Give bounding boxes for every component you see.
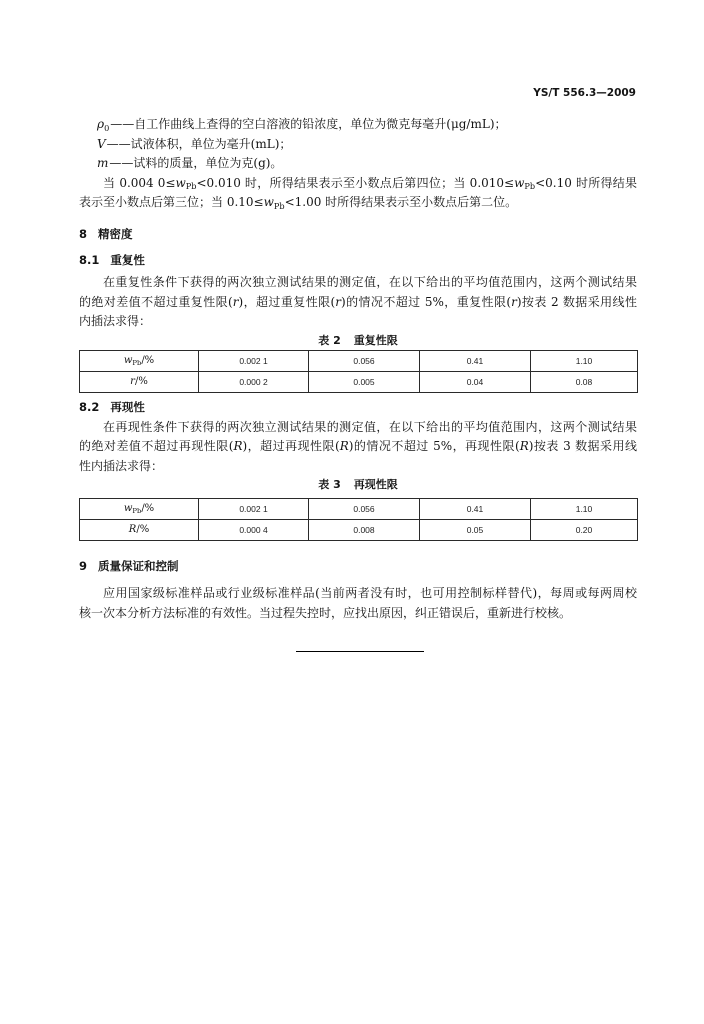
unit: /% bbox=[134, 375, 148, 387]
symbol-rho-subscript: 0 bbox=[104, 122, 110, 133]
symbol-w: w bbox=[514, 175, 525, 190]
symbol-capital-r: R bbox=[339, 439, 349, 454]
table-cell: 0.41 bbox=[420, 498, 531, 519]
symbol-rho: ρ bbox=[97, 117, 105, 131]
paragraph-line-2: 核一次本分析方法标准的有效性。当过程失控时，应找出原因，纠正错误后，重新进行校核。 bbox=[79, 605, 572, 620]
text-segment: <0.010 时，所得结果表示至小数点后第四位；当 0.010≤ bbox=[196, 175, 515, 190]
definition-blank-lead-concentration bbox=[79, 115, 637, 135]
unit: /% bbox=[141, 502, 155, 514]
table-title: 重复性限 bbox=[353, 333, 398, 347]
text-segment: <1.00 时所得结果表示至小数点后第二位。 bbox=[284, 195, 518, 210]
symbol-capital-r: R bbox=[233, 439, 243, 454]
subscript-pb: Pb bbox=[132, 506, 142, 515]
symbol-w: w bbox=[263, 195, 274, 210]
text-segment: )，超过重复性限( bbox=[238, 294, 336, 309]
paragraph-line-1: 在重复性条件下获得的两次独立测试结果的测定值，在以下给出的平均值范围内，这两个测试结果 bbox=[103, 275, 637, 290]
table-number: 表 3 bbox=[318, 478, 341, 492]
row-label-reproducibility-limit bbox=[80, 519, 199, 540]
section-8-2-heading bbox=[79, 398, 637, 418]
definition-text: 试料的质量，单位为克(g)。 bbox=[133, 156, 283, 171]
symbol-capital-r: R bbox=[519, 439, 529, 454]
section-number: 8.2 bbox=[79, 399, 100, 414]
row-label-repeatability-limit bbox=[80, 371, 199, 392]
table-cell: 0.08 bbox=[531, 371, 638, 392]
table-2-caption bbox=[79, 332, 637, 350]
symbol-w: w bbox=[175, 175, 186, 190]
symbol-definitions bbox=[79, 115, 637, 174]
subscript-pb: Pb bbox=[132, 359, 142, 368]
text-segment: 表示至小数点后第三位；当 0.10≤ bbox=[79, 195, 264, 210]
symbol-r: r bbox=[232, 294, 239, 309]
section-number: 8.1 bbox=[79, 253, 100, 268]
text-segment: 的绝对差值不超过重复性限( bbox=[79, 294, 233, 309]
end-of-document-rule bbox=[296, 651, 424, 652]
table-number: 表 2 bbox=[318, 333, 341, 347]
section-title: 精密度 bbox=[98, 226, 133, 241]
symbol-w: w bbox=[123, 502, 133, 514]
definition-dash: —— bbox=[109, 156, 134, 171]
table-cell: 0.000 2 bbox=[199, 371, 309, 392]
text-segment: 当 0.004 0≤ bbox=[103, 175, 176, 190]
symbol-r: r bbox=[335, 294, 341, 309]
definition-dash: —— bbox=[110, 117, 135, 131]
text-segment: )按表 3 数据采用线 bbox=[528, 439, 637, 454]
text-segment: )，超过再现性限( bbox=[242, 439, 340, 454]
text-segment: <0.10 时所得结果 bbox=[535, 175, 637, 190]
table-row bbox=[80, 498, 638, 519]
rounding-rule-line-2 bbox=[79, 193, 637, 213]
text-segment: )按表 2 数据采用线性 bbox=[516, 294, 637, 309]
table-cell: 0.056 bbox=[309, 350, 420, 371]
table-title: 再现性限 bbox=[353, 478, 398, 492]
subscript-pb: Pb bbox=[524, 181, 536, 192]
text-segment: )的情况不超过 5%，再现性限( bbox=[348, 439, 520, 454]
section-8-1-heading bbox=[79, 251, 637, 271]
table-cell: 0.008 bbox=[309, 519, 420, 540]
section-number: 8 bbox=[79, 226, 88, 241]
paragraph-line-2 bbox=[79, 437, 637, 457]
table-cell: 0.002 1 bbox=[199, 498, 309, 519]
table-row bbox=[80, 519, 638, 540]
document-body bbox=[79, 115, 637, 623]
table-cell: 0.41 bbox=[420, 350, 531, 371]
paragraph-line-3: 内插法求得： bbox=[79, 314, 152, 329]
table-cell: 0.056 bbox=[309, 498, 420, 519]
table-cell: 0.20 bbox=[531, 519, 638, 540]
section-9-paragraph bbox=[79, 584, 637, 623]
symbol-r: r bbox=[130, 375, 135, 387]
document-number: YS/T 556.3—2009 bbox=[533, 87, 636, 99]
text-segment: 的绝对差值不超过再现性限( bbox=[79, 439, 234, 454]
table-cell: 1.10 bbox=[531, 350, 638, 371]
row-label-lead-mass-fraction bbox=[80, 498, 199, 519]
section-title: 质量保证和控制 bbox=[98, 558, 179, 573]
table-row bbox=[80, 350, 638, 371]
table-3-caption bbox=[79, 476, 637, 494]
table-row bbox=[80, 371, 638, 392]
definition-text: 试液体积，单位为毫升(mL)； bbox=[130, 136, 292, 151]
paragraph-line-3: 性内插法求得： bbox=[79, 458, 164, 473]
symbol-capital-r: R bbox=[128, 523, 137, 535]
symbol-r: r bbox=[511, 294, 517, 309]
section-number: 9 bbox=[79, 558, 88, 573]
symbol-w: w bbox=[123, 354, 133, 366]
paragraph-line-1: 应用国家级标准样品或行业级标准样品(当前两者没有时，也可用控制标样替代)，每周或每两周校 bbox=[103, 585, 637, 600]
subscript-pb: Pb bbox=[185, 181, 197, 192]
subscript-pb: Pb bbox=[273, 200, 285, 211]
definition-sample-mass bbox=[79, 154, 637, 174]
table-cell: 1.10 bbox=[531, 498, 638, 519]
table-cell: 0.05 bbox=[420, 519, 531, 540]
paragraph-line-1: 在再现性条件下获得的两次独立测试结果的测定值，在以下给出的平均值范围内，这两个测试结果 bbox=[103, 419, 637, 434]
paragraph-line-2 bbox=[79, 293, 637, 313]
table-3-reproducibility-limit bbox=[79, 498, 638, 541]
definition-text: 自工作曲线上查得的空白溶液的铅浓度，单位为微克每毫升(μg/mL)； bbox=[134, 117, 507, 131]
table-cell: 0.005 bbox=[309, 371, 420, 392]
symbol-m: m bbox=[97, 156, 109, 171]
symbol-v: V bbox=[97, 136, 106, 151]
section-8-1-paragraph bbox=[79, 273, 637, 332]
section-8-heading bbox=[79, 225, 637, 245]
table-2-repeatability-limit bbox=[79, 350, 638, 393]
section-8-2-paragraph bbox=[79, 418, 637, 477]
unit: /% bbox=[136, 523, 150, 535]
section-9-heading bbox=[79, 557, 637, 577]
row-label-lead-mass-fraction bbox=[80, 350, 199, 371]
table-cell: 0.000 4 bbox=[199, 519, 309, 540]
table-cell: 0.04 bbox=[420, 371, 531, 392]
section-title: 再现性 bbox=[110, 399, 145, 414]
section-title: 重复性 bbox=[110, 253, 145, 268]
text-segment: )的情况不超过 5%，重复性限( bbox=[340, 294, 512, 309]
rounding-rule-line-1 bbox=[79, 174, 637, 194]
table-cell: 0.002 1 bbox=[199, 350, 309, 371]
definition-solution-volume bbox=[79, 135, 637, 155]
definition-dash: —— bbox=[106, 136, 131, 151]
unit: /% bbox=[141, 354, 155, 366]
result-rounding-rule bbox=[79, 174, 637, 213]
